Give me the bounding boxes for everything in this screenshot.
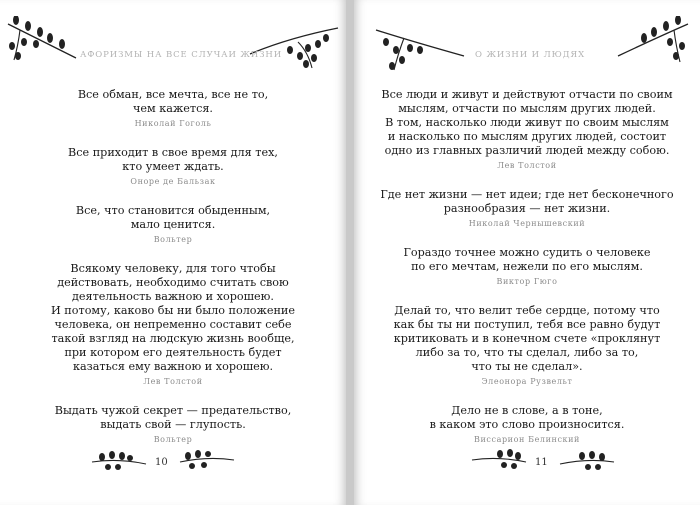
left-page xyxy=(0,0,346,505)
quote-entry xyxy=(0,262,346,388)
quote-text: Все, что становится обыденным, мало ценится. xyxy=(75,204,271,231)
right-page xyxy=(354,0,700,505)
quote-author: Николай Гоголь xyxy=(134,119,212,128)
book-gutter xyxy=(346,0,354,505)
quote-text: Всякому человеку, для того чтобы действовать, необходимо считать свою деятельность важною и хорошею. И потому, каково бы ни было положение человека, он непременно составит себе такой взгляд на людскую жизнь вообще, при котором его деятельность будет казаться ему важною и хорошею. xyxy=(51,262,295,373)
page-number: 10 xyxy=(155,457,168,468)
branch-ornament-icon xyxy=(178,448,236,472)
quote-text: Дело не в слове, а в тоне, в каком это слово произносится. xyxy=(429,404,625,431)
branch-ornament-icon xyxy=(616,16,690,66)
quote-text: Где нет жизни — нет идеи; где нет бесконечного разнообразия — нет жизни. xyxy=(380,188,674,215)
quote-entry xyxy=(0,204,346,246)
quote-text: Гораздо точнее можно судить о человеке по его мечтам, нежели по его мыслям. xyxy=(403,246,651,273)
branch-ornament-icon xyxy=(248,20,340,70)
quote-author: Николай Чернышевский xyxy=(468,219,586,228)
quote-author: Лев Толстой xyxy=(497,161,557,170)
quote-author: Вольтер xyxy=(153,435,193,444)
running-head: О ЖИЗНИ И ЛЮДЯХ xyxy=(475,50,586,60)
quote-author: Виссарион Белинский xyxy=(474,435,580,444)
quote-text: Все люди и живут и действуют отчасти по своим мыслям, отчасти по мыслям других людей. В том, насколько люди живут по своим мыслям и насколько по мыслям других людей, состоит одно из главных различий людей между собою. xyxy=(381,88,673,157)
quote-entry xyxy=(354,188,700,230)
branch-ornament-icon xyxy=(6,16,78,66)
quote-author: Оноре де Бальзак xyxy=(130,177,216,186)
quote-entry xyxy=(0,88,346,130)
quote-text: Делай то, что велит тебе сердце, потому что как бы ты ни поступил, тебя все равно будут критиковать и в конечном счете «проклянут либо за то, что ты сделал, либо за то, что ты не сделал». xyxy=(393,304,661,373)
quote-entry xyxy=(0,404,346,446)
quote-author: Виктор Гюго xyxy=(496,277,558,286)
quote-text: Все обман, все мечта, все не то, чем кажется. xyxy=(77,88,269,115)
branch-ornament-icon xyxy=(90,450,148,472)
quote-author: Элеонора Рузвельт xyxy=(481,377,573,386)
quote-author: Лев Толстой xyxy=(143,377,203,386)
quote-entry xyxy=(0,146,346,188)
branch-ornament-icon xyxy=(470,448,528,472)
quote-entry xyxy=(354,404,700,446)
quote-text: Выдать чужой секрет — предательство, выдать свой — глупость. xyxy=(54,404,292,431)
branch-ornament-icon xyxy=(558,450,616,472)
running-head: АФОРИЗМЫ НА ВСЕ СЛУЧАИ ЖИЗНИ xyxy=(80,50,283,60)
quotes-column xyxy=(354,88,700,462)
quote-entry xyxy=(354,304,700,388)
page-number: 11 xyxy=(535,457,548,468)
quote-entry xyxy=(354,88,700,172)
quote-author: Вольтер xyxy=(153,235,193,244)
quote-text: Все приходит в свое время для тех, кто умеет ждать. xyxy=(68,146,278,173)
quotes-column xyxy=(0,88,346,462)
quote-entry xyxy=(354,246,700,288)
branch-ornament-icon xyxy=(374,22,466,72)
